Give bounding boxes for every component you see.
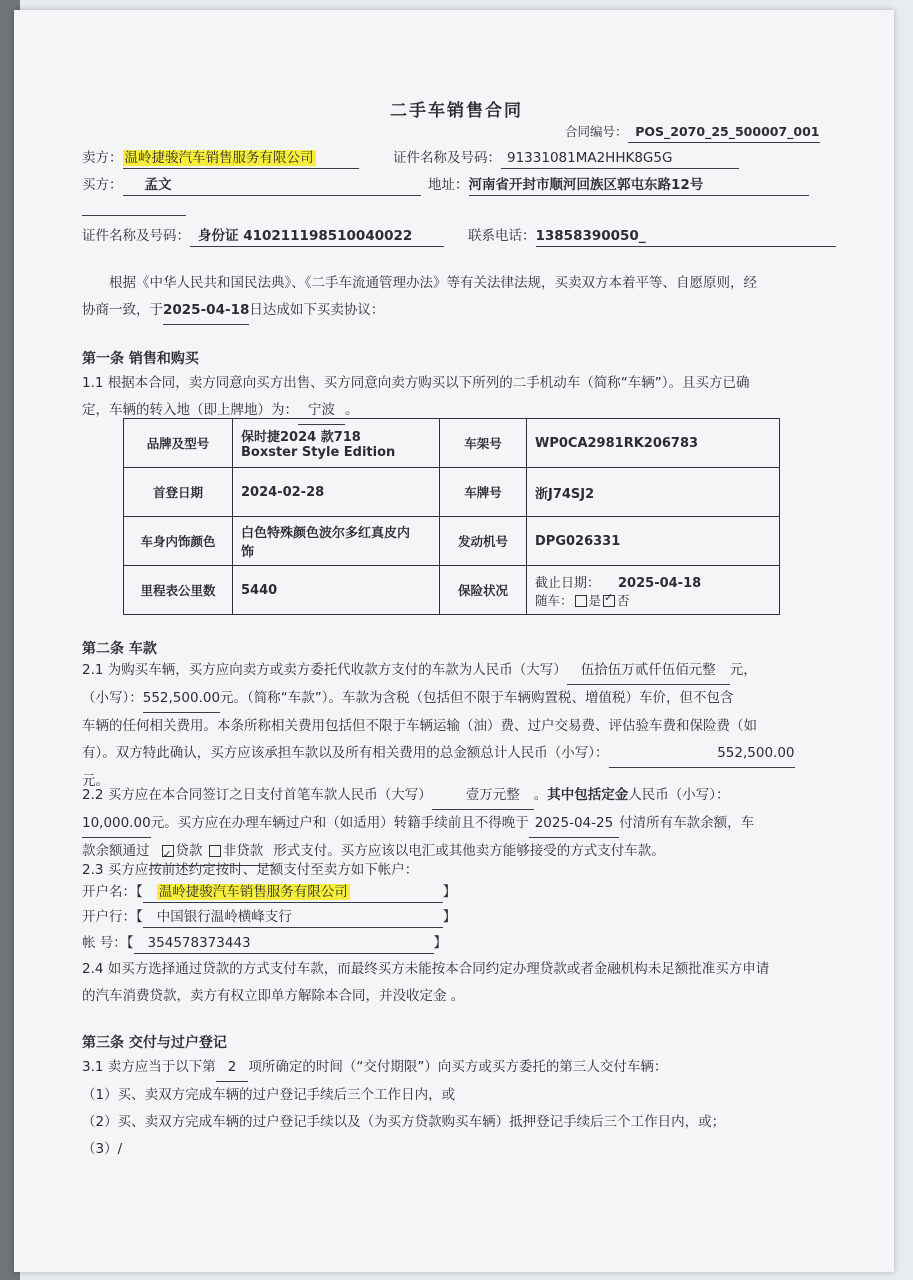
table-row: [124, 419, 780, 468]
destination-city: 宁波: [298, 397, 345, 425]
deposit-amount: 10,000.00: [82, 810, 151, 838]
phone-number: 13858390050_: [536, 226, 836, 247]
insurance-follow-label: 随车：: [535, 592, 573, 608]
document-title: 二手车销售合同: [390, 101, 523, 121]
clause-2-2-text-h: 形式支付。买方应该以电汇或其他卖方能够接受的方式支付车款。: [273, 843, 665, 859]
contract-number: [565, 122, 820, 143]
clause-2-1-text-a: 2.1 为购买车辆，买方应向卖方或卖方委托代收款方支付的车款为人民币（大写）: [82, 662, 567, 678]
seller-id: 91331081MA2HHK8G5G: [501, 148, 739, 169]
brand-value: [233, 419, 440, 468]
insurance-value: [527, 566, 780, 615]
phone-row: [468, 226, 836, 247]
clause-1-1-end: 。: [345, 402, 359, 418]
first-payment-upper: 壹万元整: [432, 782, 534, 810]
preamble: [82, 270, 824, 297]
account-name-label: 开户名：: [82, 884, 136, 900]
total-amount: 552,500.00: [609, 740, 795, 768]
buyer-address: 河南省开封市顺河回族区郭屯东路12号: [469, 175, 809, 196]
clause-2-1-text-d: 元。（简称“车款”）。车款为含税（包括但不限于车辆购置税、增值税）车价，但不包含: [220, 690, 734, 706]
clause-2-1-text-c: （小写）：: [82, 690, 143, 706]
clause-2-1-line-3: 车辆的任何相关费用。本条所称相关费用包括但不限于车辆运输（油）费、过户交易费、评估验车费和保险费（如: [82, 718, 757, 734]
insurance-yes-label: 是: [588, 592, 602, 608]
account-name: 温岭捷骏汽车销售服务有限公司: [158, 884, 348, 900]
clause-2-4-line-1: 2.4 如买方选择通过贷款的方式支付车款，而最终买方未能按本合同约定办理贷款或者金融机构未足额批准买方申请: [82, 961, 770, 977]
seller-id-label: 证件名称及号码：: [393, 150, 501, 166]
account-no-label: 帐 号：: [82, 935, 127, 951]
color-line-1: 白色特殊颜色波尔多红真皮内: [241, 526, 411, 541]
contract-number-value: POS_2070_25_500007_001: [628, 122, 820, 143]
payment-deadline: 2025-04-25: [529, 810, 619, 838]
preamble-line-1: 根据《中华人民共和国民法典》、《二手车流通管理办法》等有关法律法规，买卖双方本着平等、自愿原则，经: [109, 275, 757, 291]
clause-2-2-text-g: 款余额通过: [82, 843, 150, 859]
clause-2-1-line-2: [82, 685, 824, 713]
insurance-end-label: 截止日期：: [535, 575, 601, 591]
insurance-end-row: [535, 572, 771, 591]
insurance-end-date: 2025-04-18: [618, 575, 702, 591]
clause-2-2-line-1: [82, 782, 824, 810]
clause-2-2-text-d: 人民币（小写）：: [628, 787, 730, 803]
clause-2-2: [82, 782, 824, 866]
clause-3-1-line-1: [82, 1054, 824, 1082]
seller-name: 温岭捷骏汽车销售服务有限公司: [124, 150, 314, 166]
clause-3-1-text-b: 项所确定的时间（“交付期限”）向买方或买方委托的第三人交付车辆：: [248, 1059, 668, 1075]
buyer-row: [82, 175, 421, 196]
brand-line-1: 保时捷2024 款718: [241, 430, 361, 445]
contract-number-label: 合同编号：: [565, 124, 628, 139]
clause-2-1-line-4: [82, 740, 824, 768]
insurance-follow-row: [535, 591, 771, 609]
seller-row: [82, 148, 359, 169]
buyer-name: 孟文: [123, 175, 421, 196]
price-upper: 伍拾伍万贰仟伍佰元整: [567, 657, 730, 685]
table-row: [124, 566, 780, 615]
preamble-cont: [82, 297, 824, 325]
color-value: [233, 517, 440, 566]
deposit-included-label: 其中包括定金: [547, 787, 629, 803]
vin-value: WP0CA2981RK206783: [527, 419, 780, 468]
color-line-2: 饰: [241, 545, 255, 560]
account-no-row: 帐 号：【 354578373443 】: [82, 933, 447, 954]
clause-2-1-line-1: [82, 657, 824, 685]
clause-2-1-text-f: 有）。双方特此确认，买方应该承担车款以及所有相关费用的总金额总计人民币（小写）：: [82, 745, 609, 761]
table-row: [124, 468, 780, 517]
checkbox-no[interactable]: [603, 595, 615, 607]
section-3-title: 第三条 交付与过户登记: [82, 1035, 227, 1051]
clause-3-1-text-a: 3.1 卖方应当于以下第: [82, 1059, 216, 1075]
clause-2-4: [82, 956, 824, 1010]
clause-2-2-text-a: 2.2 买方应在本合同签订之日支付首笔车款人民币（大写）: [82, 787, 432, 803]
clause-2-4-line-2: 的汽车消费贷款，卖方有权立即单方解除本合同，并没收定金 。: [82, 988, 465, 1004]
clause-2-1-line-5: 元。: [82, 773, 109, 789]
clause-2-1: [82, 657, 824, 795]
delivery-option-3: （3）/: [82, 1141, 123, 1157]
loan-label: 贷款: [175, 843, 203, 859]
mileage-label: 里程表公里数: [124, 566, 233, 615]
seller-underline: [123, 148, 359, 169]
nonloan-label: 非贷款: [222, 843, 264, 859]
checkbox-loan[interactable]: [162, 845, 174, 857]
bank-row: 开户行：【 中国银行温岭横峰支行 】: [82, 907, 456, 928]
clause-2-2-text-e: 元。买方应在办理车辆过户和（如适用）转籍手续前且不得晚于: [150, 815, 529, 831]
price-lower: 552,500.00: [143, 685, 220, 713]
address-underline-continued: [82, 196, 186, 216]
insurance-label: 保险状况: [440, 566, 527, 615]
brand-label: 品牌及型号: [124, 419, 233, 468]
preamble-line-2b: 日达成如下买卖协议：: [249, 302, 385, 318]
vin-label: 车架号: [440, 419, 527, 468]
seller-id-row: [393, 148, 739, 169]
engine-label: 发动机号: [440, 517, 527, 566]
preamble-line-2a: 协商一致，于: [82, 302, 163, 318]
clause-1-1-text: 定，车辆的转入地（即上牌地）为：: [82, 402, 298, 418]
clause-2-3: [82, 857, 824, 884]
account-name-row: 开户名：【 温岭捷骏汽车销售服务有限公司 】: [82, 882, 456, 903]
buyer-id-label: 证件名称及号码：: [82, 228, 190, 244]
clause-2-2-text-b: 。: [533, 787, 548, 803]
bank-name: 中国银行温岭横峰支行: [143, 907, 443, 928]
address-label: 地址：: [428, 177, 469, 193]
clause-1-1: [82, 370, 824, 425]
plate-value: 浙J74SJ2: [527, 468, 780, 517]
checkbox-nonloan[interactable]: [209, 845, 221, 857]
clause-2-2-line-2: [82, 810, 824, 838]
seller-label: 卖方：: [82, 150, 123, 166]
mileage-value: 5440: [233, 566, 440, 615]
table-row: [124, 517, 780, 566]
color-label: 车身内饰颜色: [124, 517, 233, 566]
vehicle-table: [123, 418, 780, 615]
clause-2-3-line-1: 2.3 买方应按前述约定按时、足额支付至卖方如下帐户：: [82, 862, 419, 878]
preamble-date: 2025-04-18: [163, 297, 249, 325]
delivery-item-number: 2: [216, 1054, 249, 1082]
reg-date-value: 2024-02-28: [233, 468, 440, 517]
checkbox-yes[interactable]: [575, 595, 587, 607]
brand-line-2: Boxster Style Edition: [241, 445, 396, 460]
account-name-underline: [143, 882, 443, 903]
buyer-id-row: [82, 226, 444, 247]
clause-3-1: [82, 1054, 824, 1163]
plate-label: 车牌号: [440, 468, 527, 517]
clause-2-2-text-f: 付清所有车款余额，车: [619, 815, 755, 831]
account-number: 354578373443: [134, 933, 434, 954]
address-row: [428, 175, 809, 196]
section-1-title: 第一条 销售和购买: [82, 351, 199, 367]
delivery-option-1: （1）买、卖双方完成车辆的过户登记手续后三个工作日内，或: [82, 1087, 456, 1103]
reg-date-label: 首登日期: [124, 468, 233, 517]
buyer-label: 买方：: [82, 177, 123, 193]
insurance-no-label: 否: [617, 592, 630, 608]
bank-label: 开户行：: [82, 909, 136, 925]
clause-1-1-line-1: 1.1 根据本合同，卖方同意向买方出售、买方同意向卖方购买以下所列的二手机动车（简称“车辆”）。且买方已确: [82, 375, 750, 391]
buyer-id: 身份证 410211198510040022: [190, 226, 444, 247]
clause-2-1-text-b: 元，: [729, 662, 757, 678]
section-2-title: 第二条 车款: [82, 641, 157, 657]
engine-value: DPG026331: [527, 517, 780, 566]
phone-label: 联系电话：: [468, 228, 536, 244]
delivery-option-2: （2）买、卖双方完成车辆的过户登记手续以及（为买方贷款购买车辆）抵押登记手续后三个工作日内，或；: [82, 1114, 726, 1130]
